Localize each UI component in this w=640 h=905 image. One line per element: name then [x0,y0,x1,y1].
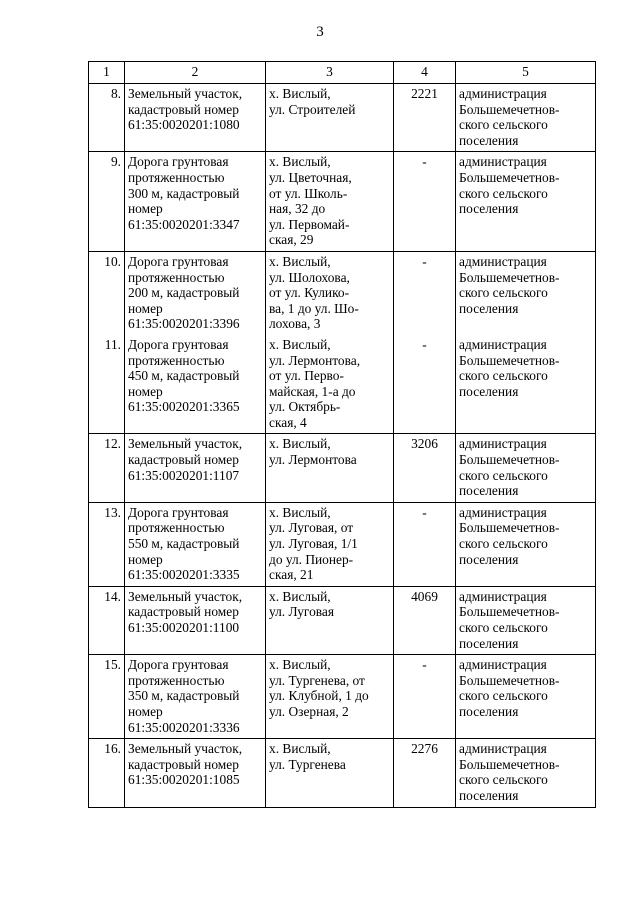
header-row [89,62,596,84]
row-number: 15. [89,655,125,739]
object-description: Земельный участок, кадастровый номер 61:35:0020201:1100 [125,586,266,654]
row-number: 9. [89,152,125,252]
table-row [89,502,596,586]
object-description: Дорога грунтовая протяженностью 350 м, кадастровый номер 61:35:0020201:3336 [125,655,266,739]
row-number: 12. [89,434,125,502]
object-owner: администрация Большемечетнов- ского сельского поселения [456,655,596,739]
object-address: х. Вислый, ул. Луговая, от ул. Луговая, 1/1 до ул. Пионер- ская, 21 [266,502,394,586]
object-address: х. Вислый, ул. Лермонтова, от ул. Перво- майская, 1-а до ул. Октябрь- ская, 4 [266,335,394,434]
object-area: 2276 [394,739,456,807]
object-owner: администрация Большемечетнов- ского сельского поселения [456,335,596,434]
table-row [89,739,596,807]
row-number: 11. [89,335,125,434]
object-area: - [394,655,456,739]
header-col-5: 5 [456,62,596,84]
object-address: х. Вислый, ул. Цветочная, от ул. Школь- ная, 32 до ул. Первомай- ская, 29 [266,152,394,252]
row-number: 13. [89,502,125,586]
row-number: 8. [89,84,125,152]
object-owner: администрация Большемечетнов- ского сельского поселения [456,152,596,252]
object-owner: администрация Большемечетнов- ского сельского поселения [456,434,596,502]
header-col-2: 2 [125,62,266,84]
object-description: Земельный участок, кадастровый номер 61:35:0020201:1085 [125,739,266,807]
object-owner: администрация Большемечетнов- ского сельского поселения [456,586,596,654]
table-row [89,152,596,252]
object-area: - [394,152,456,252]
property-table [88,61,596,808]
object-area: - [394,251,456,334]
object-description: Дорога грунтовая протяженностью 200 м, кадастровый номер 61:35:0020201:3396 [125,251,266,334]
header-col-3: 3 [266,62,394,84]
object-owner: администрация Большемечетнов- ского сельского поселения [456,84,596,152]
object-address: х. Вислый, ул. Тургенева, от ул. Клубной, 1 до ул. Озерная, 2 [266,655,394,739]
row-number: 16. [89,739,125,807]
row-number: 10. [89,251,125,334]
page-number: 3 [316,24,324,40]
table-row [89,586,596,654]
object-address: х. Вислый, ул. Шолохова, от ул. Кулико- ва, 1 до ул. Шо- лохова, 3 [266,251,394,334]
object-address: х. Вислый, ул. Строителей [266,84,394,152]
header-col-4: 4 [394,62,456,84]
object-address: х. Вислый, ул. Тургенева [266,739,394,807]
object-description: Дорога грунтовая протяженностью 300 м, кадастровый номер 61:35:0020201:3347 [125,152,266,252]
object-owner: администрация Большемечетнов- ского сельского поселения [456,739,596,807]
header-col-1: 1 [89,62,125,84]
table-row [89,434,596,502]
table-row [89,84,596,152]
object-description: Земельный участок, кадастровый номер 61:35:0020201:1107 [125,434,266,502]
table-row [89,335,596,434]
object-address: х. Вислый, ул. Лермонтова [266,434,394,502]
object-owner: администрация Большемечетнов- ского сельского поселения [456,502,596,586]
object-area: - [394,502,456,586]
object-area: 3206 [394,434,456,502]
object-area: 2221 [394,84,456,152]
table-row [89,655,596,739]
object-area: - [394,335,456,434]
table-row [89,251,596,334]
object-description: Земельный участок, кадастровый номер 61:35:0020201:1080 [125,84,266,152]
object-description: Дорога грунтовая протяженностью 550 м, кадастровый номер 61:35:0020201:3335 [125,502,266,586]
object-area: 4069 [394,586,456,654]
row-number: 14. [89,586,125,654]
table-body [89,84,596,808]
object-owner: администрация Большемечетнов- ского сельского поселения [456,251,596,334]
object-address: х. Вислый, ул. Луговая [266,586,394,654]
object-description: Дорога грунтовая протяженностью 450 м, кадастровый номер 61:35:0020201:3365 [125,335,266,434]
